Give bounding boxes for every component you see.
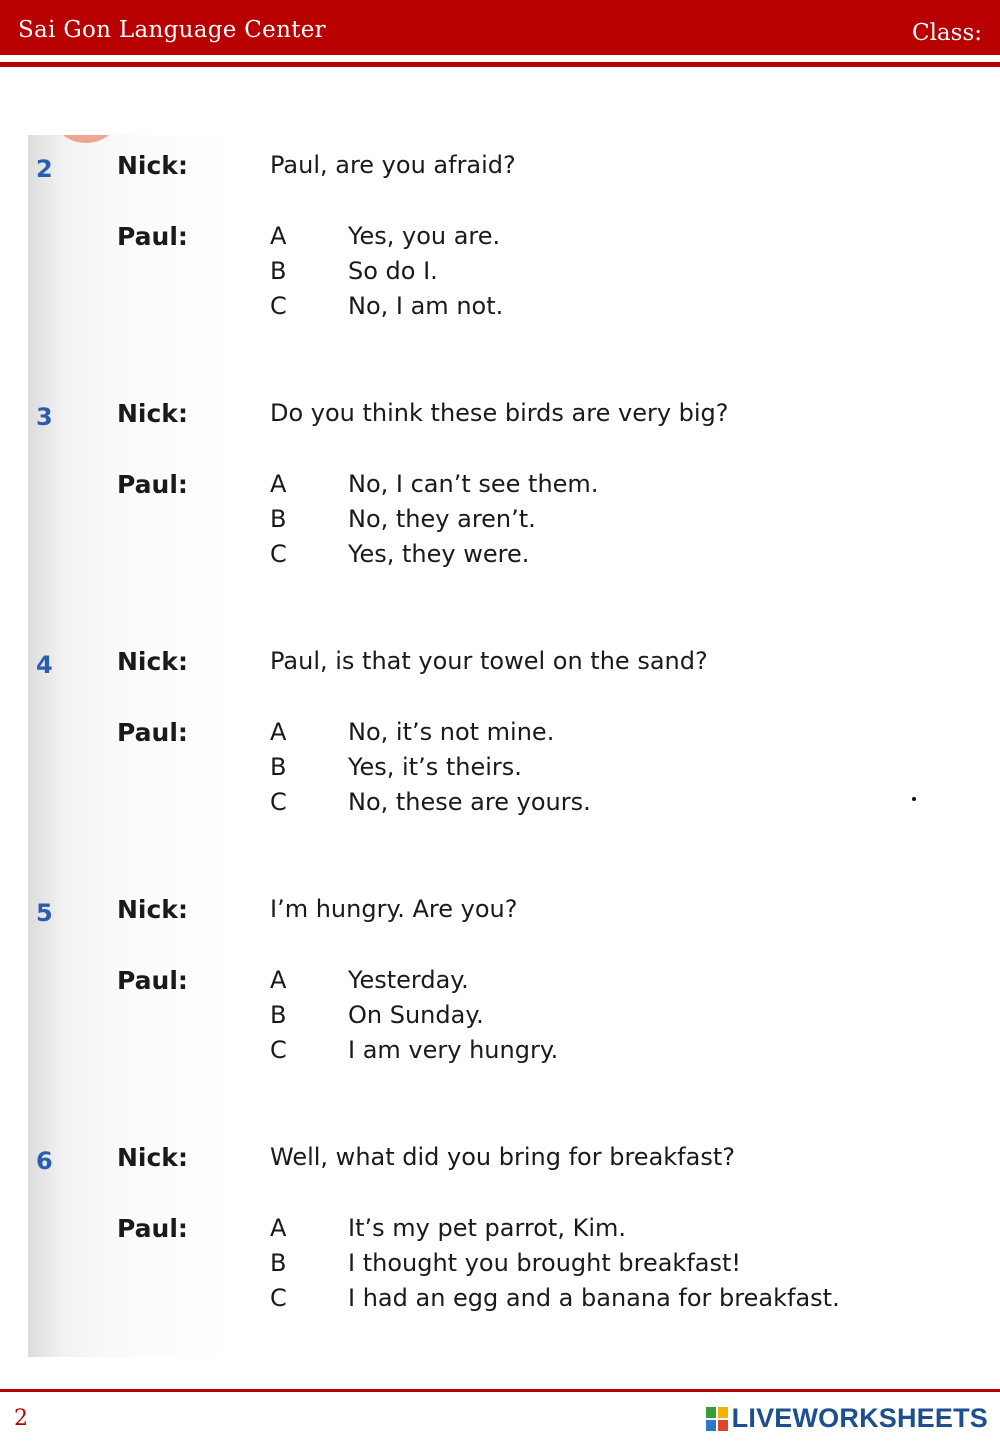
answer-option-a[interactable] [270, 1214, 970, 1246]
option-text: No, these are yours. [348, 788, 591, 816]
option-letter: B [270, 1249, 287, 1277]
header-divider [0, 62, 1000, 67]
option-letter: C [270, 292, 287, 320]
speaker-paul: Paul: [117, 718, 188, 747]
answer-option-a[interactable] [270, 470, 970, 502]
question-prompt: Well, what did you bring for breakfast? [270, 1143, 735, 1171]
option-text: No, it’s not mine. [348, 718, 555, 746]
option-text: On Sunday. [348, 1001, 484, 1029]
answer-option-b[interactable] [270, 753, 970, 785]
liveworksheets-logo-icon [706, 1407, 728, 1431]
question-block [28, 383, 1000, 583]
question-block [28, 1127, 1000, 1327]
answer-option-b[interactable] [270, 505, 970, 537]
option-text: No, I am not. [348, 292, 504, 320]
question-prompt: I’m hungry. Are you? [270, 895, 518, 923]
speaker-paul: Paul: [117, 222, 188, 251]
option-text: I had an egg and a banana for breakfast. [348, 1284, 840, 1312]
answer-option-b[interactable] [270, 1001, 970, 1033]
option-text: I thought you brought breakfast! [348, 1249, 742, 1277]
option-text: No, I can’t see them. [348, 470, 599, 498]
answer-option-c[interactable] [270, 1036, 970, 1068]
center-name: Sai Gon Language Center [18, 17, 326, 43]
speaker-nick: Nick: [117, 1143, 188, 1172]
page-number: 2 [14, 1406, 28, 1431]
answer-option-c[interactable] [270, 292, 970, 324]
question-number: 3 [36, 403, 53, 431]
question-number: 5 [36, 899, 53, 927]
option-letter: B [270, 753, 287, 781]
answer-option-a[interactable] [270, 718, 970, 750]
page-header [0, 0, 1000, 55]
option-letter: C [270, 788, 287, 816]
option-letter: C [270, 1284, 287, 1312]
question-number: 6 [36, 1147, 53, 1175]
speaker-nick: Nick: [117, 895, 188, 924]
speaker-paul: Paul: [117, 1214, 188, 1243]
option-text: It’s my pet parrot, Kim. [348, 1214, 626, 1242]
question-number: 4 [36, 651, 53, 679]
speaker-nick: Nick: [117, 399, 188, 428]
answer-option-c[interactable] [270, 540, 970, 572]
answer-option-b[interactable] [270, 1249, 970, 1281]
option-text: Yes, you are. [348, 222, 501, 250]
option-text: Yesterday. [348, 966, 469, 994]
answer-option-a[interactable] [270, 222, 970, 254]
speaker-nick: Nick: [117, 647, 188, 676]
option-text: Yes, they were. [348, 540, 530, 568]
option-text: So do I. [348, 257, 438, 285]
question-prompt: Paul, are you afraid? [270, 151, 516, 179]
option-letter: B [270, 1001, 287, 1029]
answer-option-c[interactable] [270, 1284, 970, 1316]
question-block [28, 631, 1000, 831]
option-letter: A [270, 718, 287, 746]
option-letter: A [270, 1214, 287, 1242]
option-letter: A [270, 470, 287, 498]
option-letter: C [270, 540, 287, 568]
answer-option-b[interactable] [270, 257, 970, 289]
option-letter: A [270, 966, 287, 994]
footer-divider [0, 1389, 1000, 1392]
option-letter: C [270, 1036, 287, 1064]
option-text: Yes, it’s theirs. [348, 753, 522, 781]
option-text: No, they aren’t. [348, 505, 536, 533]
question-prompt: Paul, is that your towel on the sand? [270, 647, 708, 675]
option-text: I am very hungry. [348, 1036, 559, 1064]
class-label: Class: [911, 20, 982, 46]
liveworksheets-brand[interactable] [706, 1403, 988, 1434]
question-block [28, 135, 1000, 335]
question-number: 2 [36, 155, 53, 183]
option-letter: B [270, 257, 287, 285]
question-block [28, 879, 1000, 1079]
option-letter: B [270, 505, 287, 533]
option-letter: A [270, 222, 287, 250]
speaker-paul: Paul: [117, 470, 188, 499]
scan-speck [912, 797, 916, 801]
answer-option-a[interactable] [270, 966, 970, 998]
worksheet-scan [28, 135, 1000, 1357]
speaker-paul: Paul: [117, 966, 188, 995]
question-prompt: Do you think these birds are very big? [270, 399, 729, 427]
speaker-nick: Nick: [117, 151, 188, 180]
brand-name: LIVEWORKSHEETS [731, 1403, 988, 1433]
answer-option-c[interactable] [270, 788, 970, 820]
